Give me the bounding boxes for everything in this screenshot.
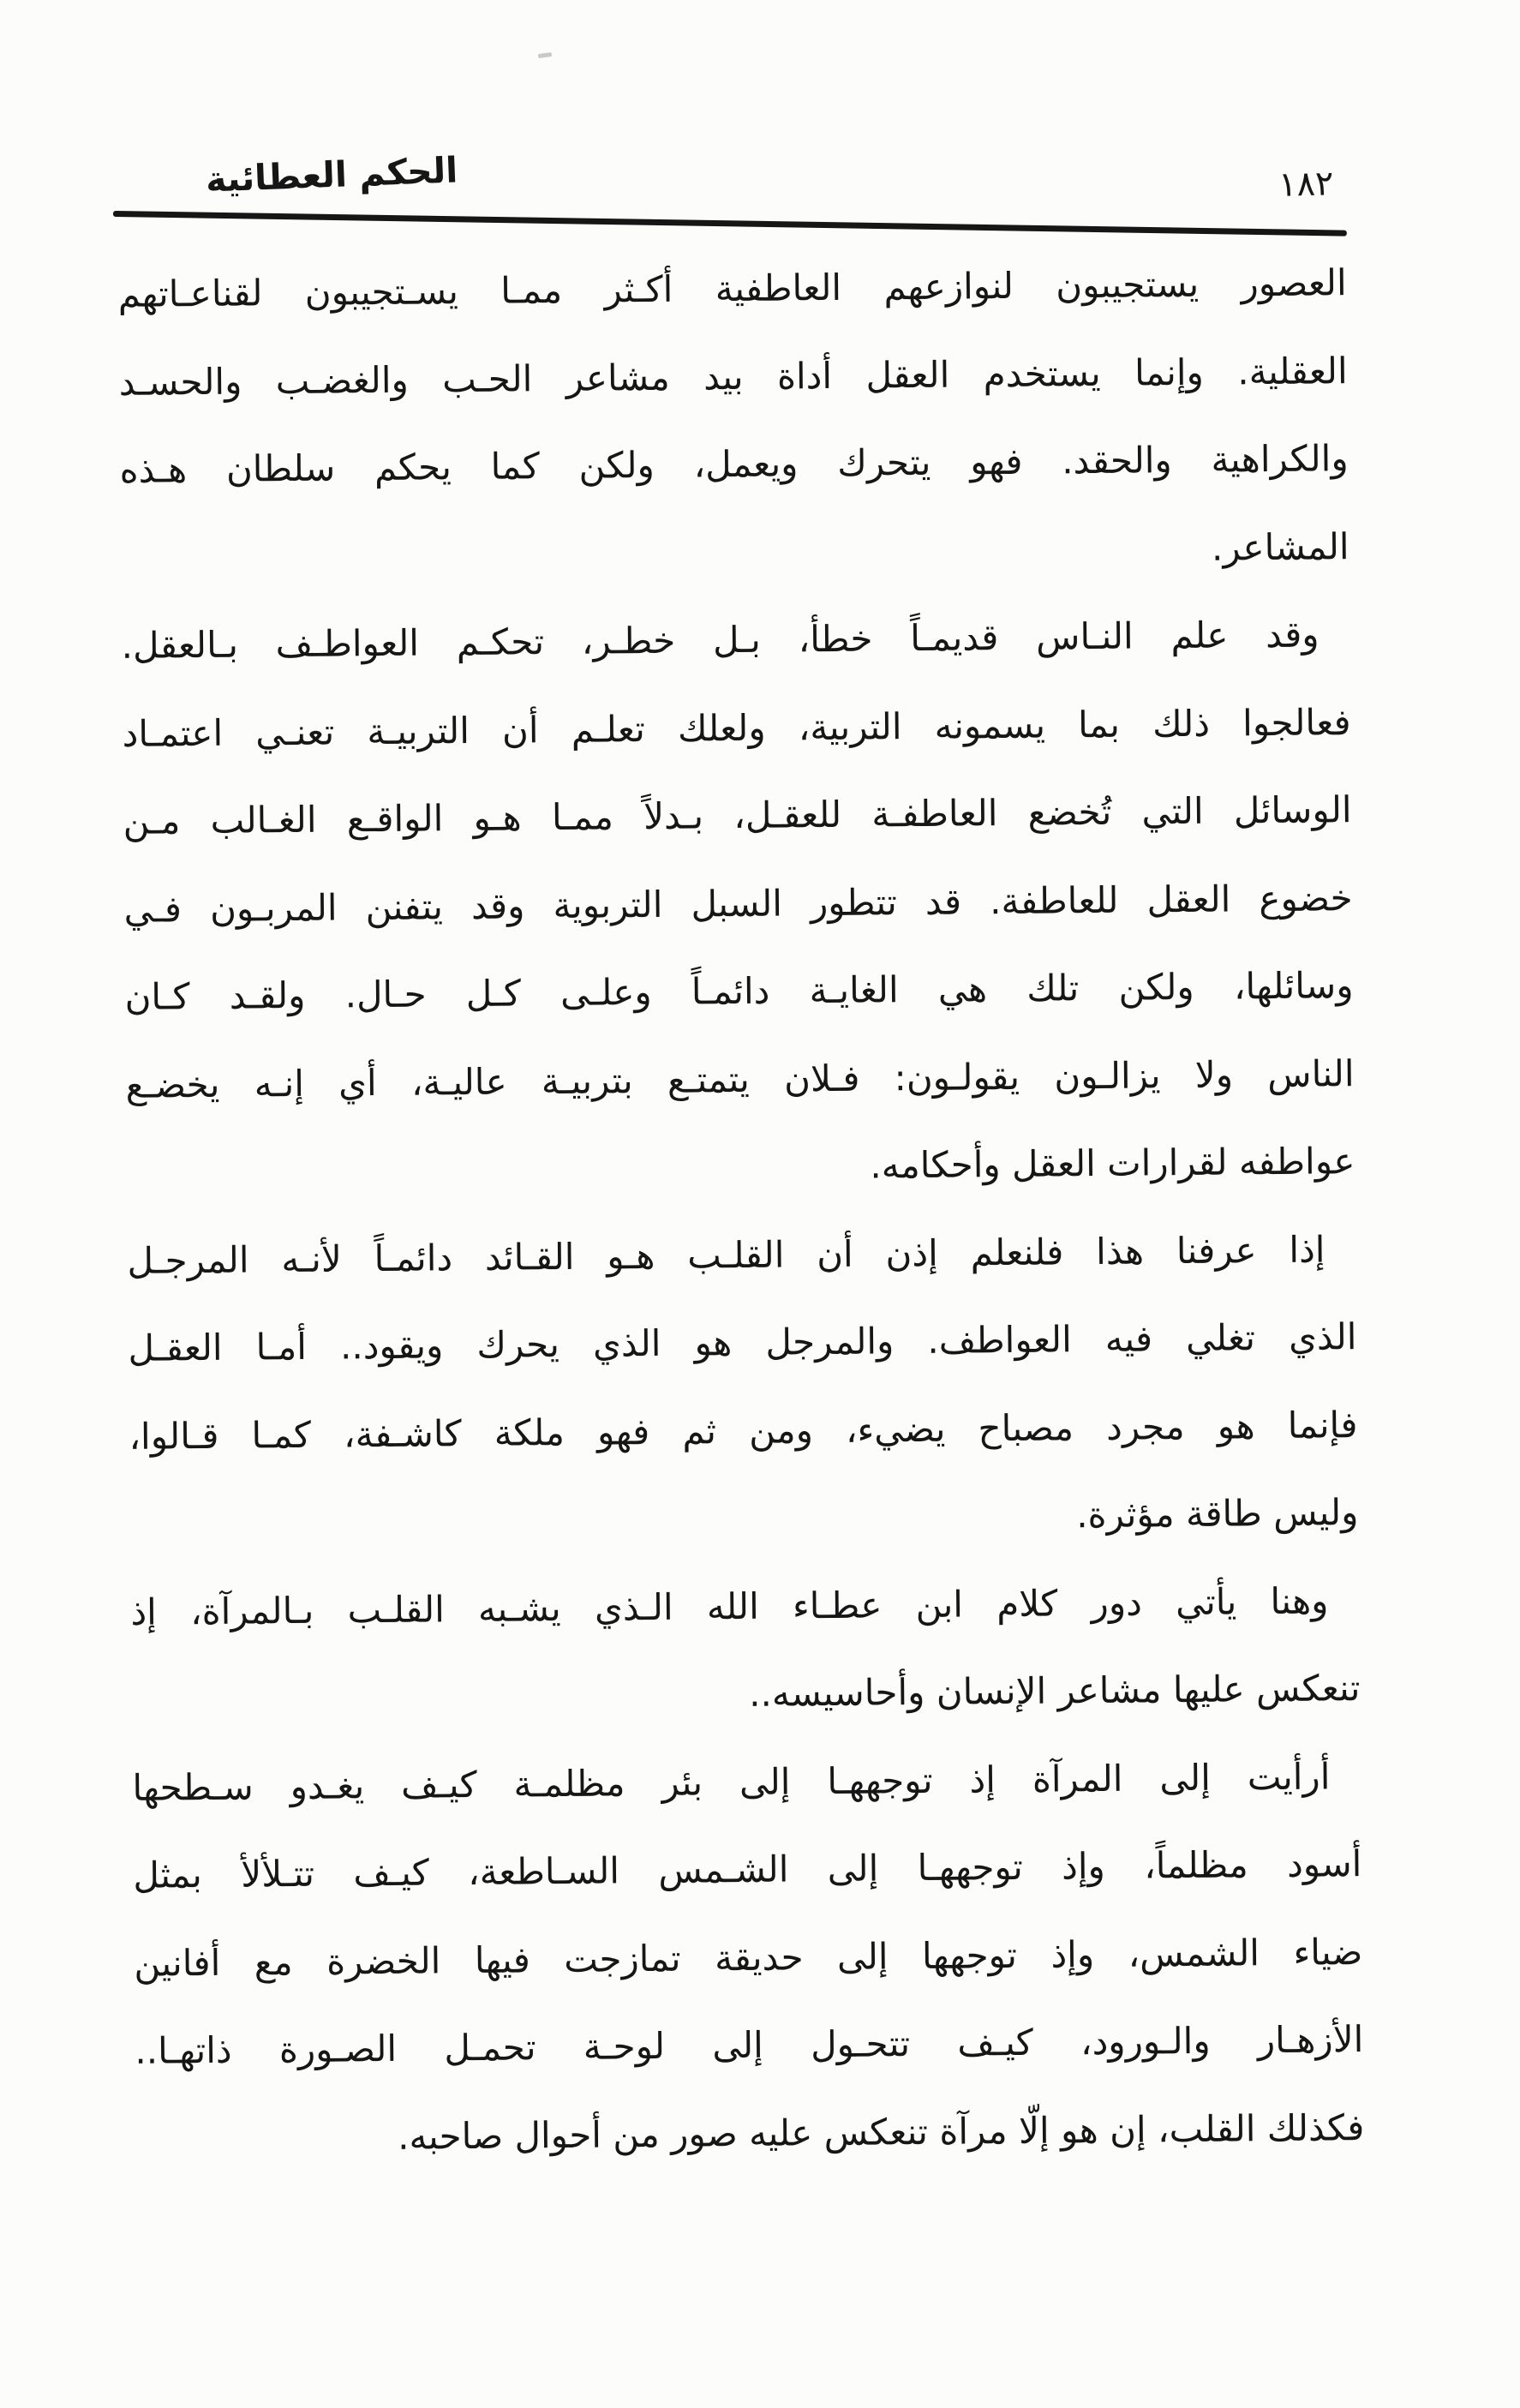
body-text — [117, 239, 1365, 2183]
scan-speck-artifact — [538, 52, 553, 58]
text-line: خضوع العقل للعاطفة. قد تتطور السبل التربوية وقد يتفنن المربـون فـي — [123, 876, 1353, 931]
text-line: الوسائل التي تُخضع العاطفـة للعقـل، بـدلاً ممـا هـو الواقـع الغـالب مـن — [123, 788, 1352, 842]
text-line: وهنا يأتي دور كلام ابن عطـاء الله الـذي يشـبه القلـب بـالمرآة، إذ — [130, 1578, 1329, 1633]
text-line: العصور يستجيبون لنوازعهم العاطفية أكـثر ممـا يسـتجيبون لقناعـاتهم — [117, 261, 1347, 315]
text-line: وليس طاقة مؤثرة. — [1075, 1491, 1359, 1536]
text-line: الذي تغلي فيه العواطف. والمرجل هو الذي يحرك ويقود.. أمـا العقـل — [128, 1315, 1357, 1369]
text-line: فإنما هو مجرد مصباح يضيء، ومن ثم فهو ملكة كاشـفة، كمـا قـالوا، — [129, 1403, 1358, 1458]
text-line: الأزهـار والـورود، كيـف تتحـول إلى لوحـة تحمـل الصـورة ذاتهـا.. — [135, 2018, 1364, 2072]
text-line: وقد علم النـاس قديمـاً خطأ، بـل خطـر، تحكـم العواطـف بـالعقل. — [121, 613, 1320, 667]
text-line: عواطفه لقرارات العقل وأحكامه. — [870, 1140, 1355, 1187]
header-rule — [113, 211, 1347, 237]
text-line: فكذلك القلب، إن هو إلّا مرآة تنعكس عليه صور من أحوال صاحبه. — [397, 2106, 1365, 2158]
page-number: ١٨٢ — [1278, 164, 1335, 205]
text-line: أرأيت إلى المرآة إذ توجههـا إلى بئر مظلمـة كيـف يغـدو سـطحها — [132, 1754, 1331, 1809]
text-line: وسائلها، ولكن تلك هي الغايـة دائمـاً وعلـى كـل حـال. ولقـد كـان — [124, 964, 1354, 1018]
text-line: فعالجوا ذلك بما يسمونه التربية، ولعلك تعلـم أن التربيـة تعنـي اعتمـاد — [122, 700, 1351, 755]
book-title: الحكم العطائية — [205, 149, 459, 201]
text-line: العقلية. وإنما يستخدم العقل أداة بيد مشاعر الحـب والغضـب والحسـد — [118, 349, 1348, 404]
text-line: ضياء الشمس، وإذ توجهها إلى حديقة تمازجت فيها الخضرة مع أفانين — [134, 1930, 1363, 1985]
text-line: أسود مظلماً، وإذ توجههـا إلى الشـمس السـاطعة، كيـف تتـلألأ بمثل — [133, 1842, 1362, 1896]
text-line: والكراهية والحقد. فهو يتحرك ويعمل، ولكن كما يحكم سلطان هـذه — [119, 437, 1349, 491]
text-line: المشاعر. — [1211, 524, 1349, 569]
text-line: الناس ولا يزالـون يقولـون: فـلان يتمتـع بتربيـة عاليـة، أي إنـه يخضـع — [125, 1051, 1355, 1106]
text-line: تنعكس عليها مشاعر الإنسان وأحاسيسه.. — [748, 1667, 1361, 1715]
text-line: إذا عرفنا هذا فلنعلم إذن أن القلـب هـو القـائد دائمـاً لأنـه المرجـل — [127, 1227, 1326, 1282]
